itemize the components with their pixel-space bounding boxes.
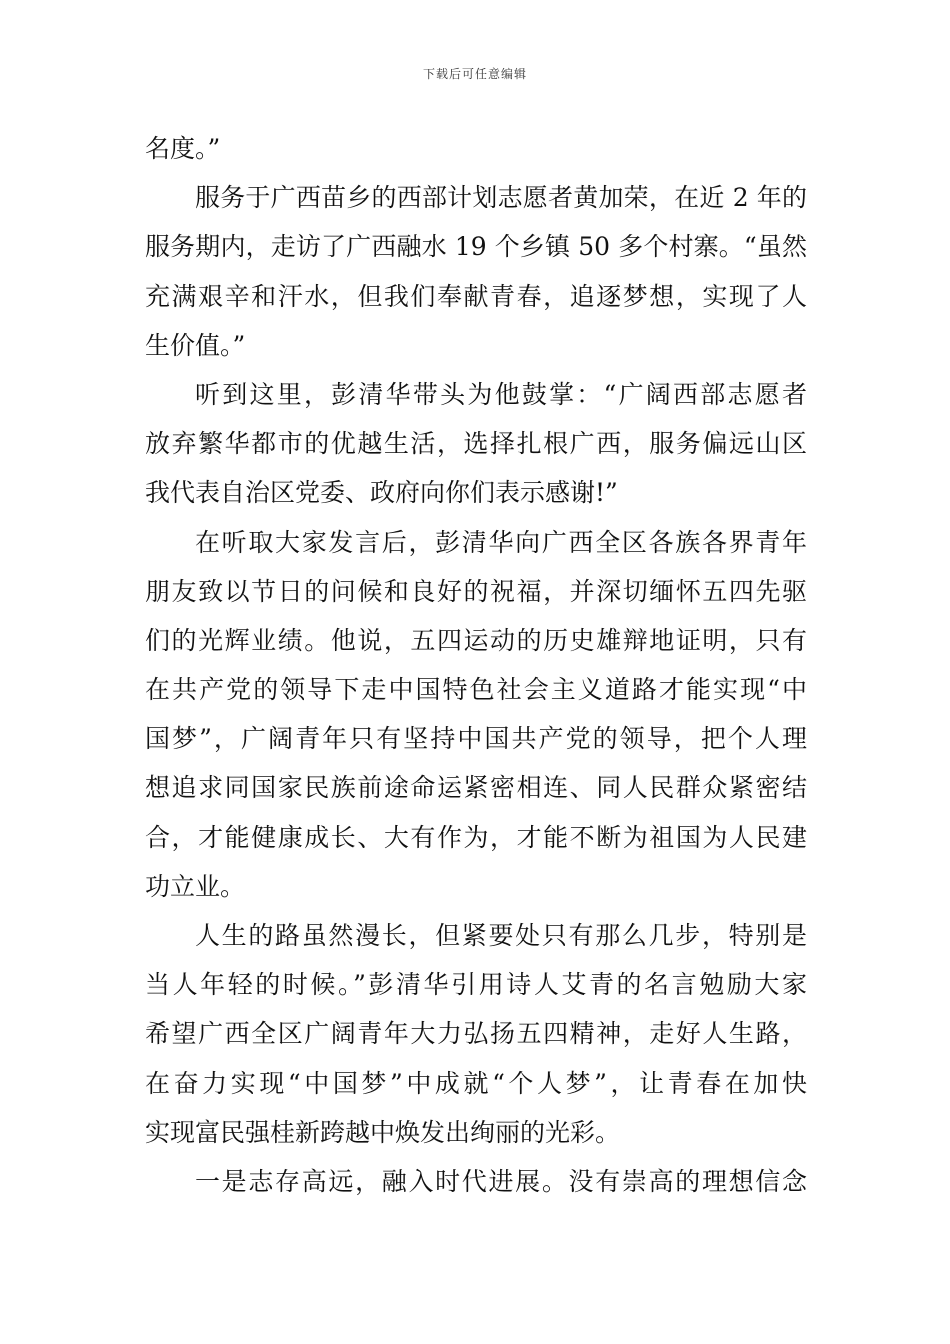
text-line: 想追求同国家民族前途命运紧密相连、同人民群众紧密结	[145, 773, 807, 803]
text-line: 放弃繁华都市的优越生活，选择扎根广西，服务偏远山区	[145, 429, 807, 459]
text-line: 听到这里，彭清华带头为他鼓掌：“广阔西部志愿者	[195, 379, 807, 409]
text-line: 希望广西全区广阔青年大力弘扬五四精神，走好人生路，	[145, 1019, 807, 1049]
text-line: 国梦”，广阔青年只有坚持中国共产党的领导，把个人理	[145, 724, 807, 754]
page-header: 下载后可任意编辑	[422, 67, 527, 81]
text-line: 在听取大家发言后，彭清华向广西全区各族各界青年	[195, 527, 807, 557]
text-line: 合，才能健康成长、大有作为，才能不断为祖国为人民建	[145, 822, 807, 852]
text-line: 服务期内，走访了广西融水 19 个乡镇 50 多个村寨。“虽然	[145, 232, 807, 262]
text-line: 一是志存高远，融入时代进展。没有崇高的理想信念	[195, 1166, 807, 1196]
text-line: 在共产党的领导下走中国特色社会主义道路才能实现“中	[145, 675, 807, 705]
text-line: 生价值。”	[145, 330, 246, 360]
document-body	[145, 124, 807, 1206]
text-line: 服务于广西苗乡的西部计划志愿者黄加荣，在近 2 年的	[195, 183, 807, 213]
text-line: 功立业。	[145, 871, 246, 901]
text-line: 在奋力实现“中国梦”中成就“个人梦”，让青春在加快	[145, 1068, 807, 1098]
text-line: 实现富民强桂新跨越中焕发出绚丽的光彩。	[145, 1117, 621, 1147]
text-line: 充满艰辛和汗水，但我们奉献青春，追逐梦想，实现了人	[145, 281, 807, 311]
text-line: 人生的路虽然漫长，但紧要处只有那么几步，特别是	[195, 921, 807, 950]
text-line: 当人年轻的时候。”彭清华引用诗人艾青的名言勉励大家	[145, 970, 807, 1000]
text-line: 朋友致以节日的问候和良好的祝福，并深切缅怀五四先驱	[145, 576, 807, 606]
text-line: 们的光辉业绩。他说，五四运动的历史雄辩地证明，只有	[145, 625, 807, 655]
text-line: 名度。”	[145, 134, 221, 163]
text-line: 我代表自治区党委、政府向你们表示感谢!”	[145, 478, 618, 508]
